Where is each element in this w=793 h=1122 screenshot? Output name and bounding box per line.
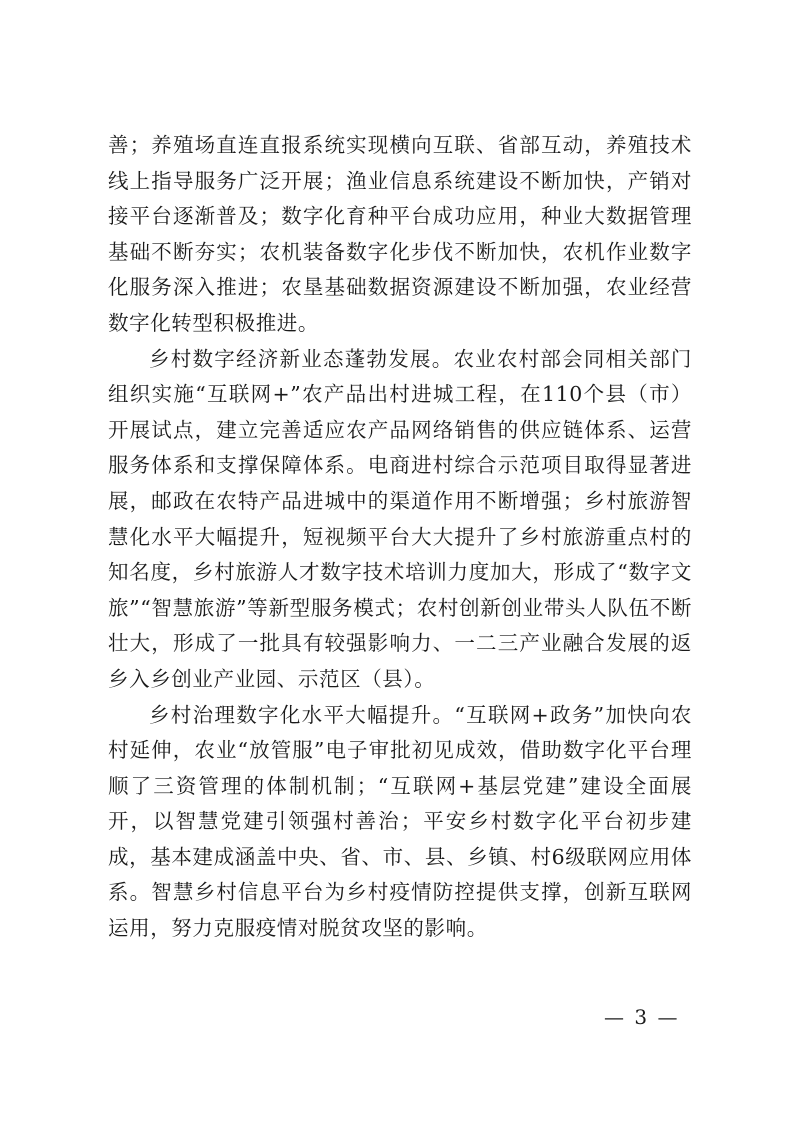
document-body: [108, 128, 692, 947]
page-number: — 3 —: [604, 1005, 680, 1029]
paragraph-rural-governance: 乡村治理数字化水平大幅提升。“互联网+政务”加快向农村延伸，农业“放管服”电子审批初见成效，借助数字化平台理顺了三资管理的体制机制；“互联网+基层党建”建设全面展开，以智慧党建引领强村善治；平安乡村数字化平台初步建成，基本建成涵盖中央、省、市、县、乡镇、村6级联网应用体系。智慧乡村信息平台为乡村疫情防控提供支撑，创新互联网运用，努力克服疫情对脱贫攻坚的影响。: [108, 702, 692, 941]
paragraph-continuation: 善；养殖场直连直报系统实现横向互联、省部互动，养殖技术线上指导服务广泛开展；渔业信息系统建设不断加快，产销对接平台逐渐普及；数字化育种平台成功应用，种业大数据管理基础不断夯实；农机装备数字化步伐不断加快，农机作业数字化服务深入推进；农垦基础数据资源建设不断加强，农业经营数字化转型积极推进。: [108, 133, 692, 335]
paragraph-digital-economy: 乡村数字经济新业态蓬勃发展。农业农村部会同相关部门组织实施“互联网+”农产品出村进城工程，在110个县（市）开展试点，建立完善适应农产品网络销售的供应链体系、运营服务体系和支撑保障体系。电商进村综合示范项目取得显著进展，邮政在农特产品进城中的渠道作用不断增强；乡村旅游智慧化水平大幅提升，短视频平台大大提升了乡村旅游重点村的知名度，乡村旅游人才数字技术培训力度加大，形成了“数字文旅”“智慧旅游”等新型服务模式；农村创新创业带头人队伍不断壮大，形成了一批具有较强影响力、一二三产业融合发展的返乡入乡创业产业园、示范区（县）。: [108, 346, 692, 691]
